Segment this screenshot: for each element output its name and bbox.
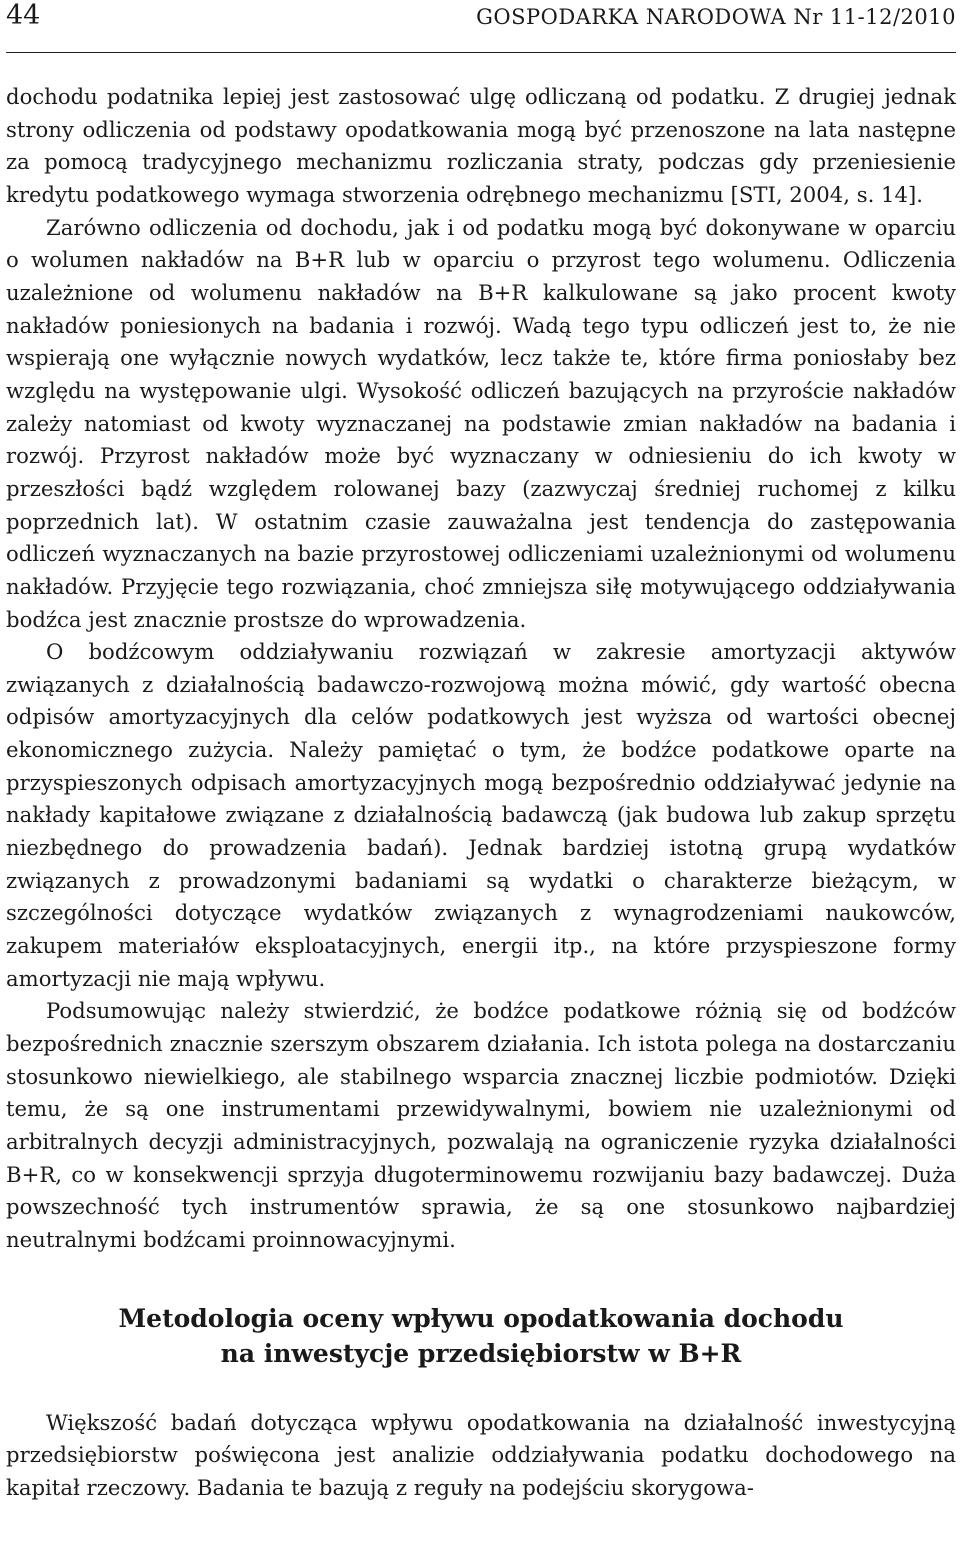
paragraph-depreciation: O bodźcowym oddziaływaniu rozwiązań w zakresie amortyzacji aktywów związanych z działalnością badawczo-rozwojową można mówić, gdy wartość obecna odpisów amortyzacyjnych dla celów podatkowych jest wyższa od wartości obecnej ekonomicznego zużycia. Należy pamiętać o tym, że bodźce podatkowe oparte na przyspieszonych odpisach amortyzacyjnych mogą bezpośrednio oddziaływać jedynie na nakłady kapitałowe związane z działalnością badawczą (jak budowa lub zakup sprzętu niezbędnego do prowadzenia badań). Jednak bardziej istotną grupą wydatków związanych z prowadzonymi badaniami są wydatki o charakterze bieżącym, w szczególności dotyczące wydatków związanych z wynagrodzeniami naukowców, zakupem materiałów eksploatacyjnych, energii itp., na które przyspieszone formy amortyzacji nie mają wpływu. xyxy=(6,639,956,991)
section-heading-line-1: Metodologia oceny wpływu opodatkowania dochodu xyxy=(118,1303,844,1333)
paragraph-summary: Podsumowując należy stwierdzić, że bodźce podatkowe różnią się od bodźców bezpośrednich znacznie szerszym obszarem działania. Ich istota polega na dostarczaniu stosunkowo niewielkiego, ale stabilnego wsparcia znacznej liczbie podmiotów. Dzięki temu, że są one instrumentami przewidywalnymi, bowiem nie uzależnionymi od arbitralnych decyzji administracyjnych, pozwalają na ograniczenie ryzyka działalności B+R, co w konsekwencji sprzyja długoterminowemu rozwijaniu bazy badawczej. Duża powszechność tych instrumentów sprawia, że są one stosunkowo najbardziej neutralnymi bodźcami proinnowacyjnymi. xyxy=(6,998,956,1252)
journal-title: GOSPODARKA NARODOWA Nr 11-12/2010 xyxy=(476,5,956,29)
section-heading xyxy=(6,1301,956,1371)
section-heading-line-2: na inwestycje przedsiębiorstw w B+R xyxy=(220,1338,742,1368)
page-number: 44 xyxy=(6,0,41,31)
document-page xyxy=(6,0,956,1505)
paragraph-continuation: dochodu podatnika lepiej jest zastosować ulgę odliczaną od podatku. Z drugiej jednak strony odliczenia od podstawy opodatkowania mogą być przenoszone na lata następne za pomocą tradycyjnego mechanizmu rozliczania straty, podczas gdy przeniesienie kredytu podatkowego wymaga stworzenia odrębnego mechanizmu [STI, 2004, s. 14]. xyxy=(6,84,956,207)
body-text xyxy=(6,81,956,1505)
paragraph-deductions: Zarówno odliczenia od dochodu, jak i od podatku mogą być dokonywane w oparciu o wolumen nakładów na B+R lub w oparciu o przyrost tego wolumenu. Odliczenia uzależnione od wolumenu nakładów na B+R kalkulowane są jako procent kwoty nakładów poniesionych na badania i rozwój. Wadą tego typu odliczeń jest to, że nie wspierają one wyłącznie nowych wydatków, lecz także te, które firma poniosłaby bez względu na występowanie ulgi. Wysokość odliczeń bazujących na przyroście nakładów zależy natomiast od kwoty wyznaczanej na podstawie zmian nakładów na badania i rozwój. Przyrost nakładów może być wyznaczany w odniesieniu do ich kwoty w przeszłości bądź względem rolowanej bazy (zazwyczaj średniej ruchomej z kilku poprzednich lat). W ostatnim czasie zauważalna jest tendencja do zastępowania odliczeń wyznaczanych na bazie przyrostowej odliczeniami uzależnionymi od wolumenu nakładów. Przyjęcie tego rozwiązania, choć zmniejsza siłę motywującego oddziaływania bodźca jest znacznie prostsze do wprowadzenia. xyxy=(6,214,956,632)
running-header xyxy=(6,0,956,53)
paragraph-methodology: Większość badań dotycząca wpływu opodatkowania na działalność inwestycyjną przedsiębiorstw poświęcona jest analizie oddziaływania podatku dochodowego na kapitał rzeczowy. Badania te bazują z reguły na podejściu skorygowa- xyxy=(6,1409,956,1500)
